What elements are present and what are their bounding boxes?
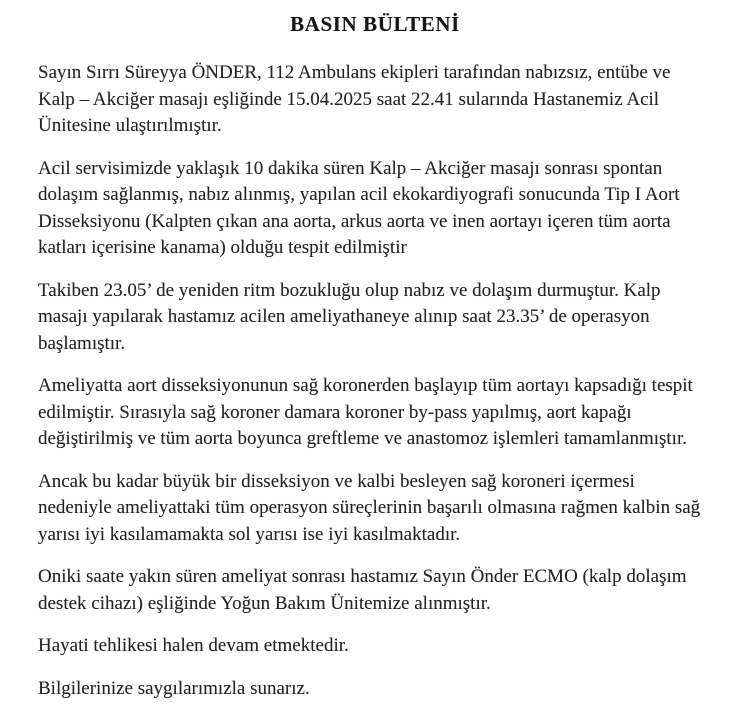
paragraph-emergency-diagnosis: Acil servisimizde yaklaşık 10 dakika süren Kalp – Akciğer masajı sonrası spontan dolaşım sağlanmış, nabız alınmış, yapılan acil ekokardiyografi sonucunda Tip I Aort Disseksiyonu (Kalpten çıkan ana aorta, arkus aorta ve inen aortayı içeren tüm aorta katları içerisine kanama) olduğu tespit edilmiştir [38,157,680,258]
paragraph-heart-condition: Ancak bu kadar büyük bir disseksiyon ve kalbi besleyen sağ koroneri içermesi nedeniyle ameliyattaki tüm operasyon süreçlerinin başarılı olmasına rağmen kalbin sağ yarısı iyi kasılamamakta sol yarısı ise iyi kasılmaktadır. [38,470,701,545]
paragraph-critical-status: Hayati tehlikesi halen devam etmektedir. [38,635,349,656]
paragraph-operation-start: Takiben 23.05’ de yeniden ritm bozukluğu olup nabız ve dolaşım durmuştur. Kalp masajı yapılarak hastamız acilen ameliyathaneye alınıp saat 23.35’ de operasyon başlamıştır. [38,279,661,354]
paragraph-arrival: Sayın Sırrı Süreyya ÖNDER, 112 Ambulans ekipleri tarafından nabızsız, entübe ve Kalp – Akciğer masajı eşliğinde 15.04.2025 saat 22.41 sularında Hastanemiz Acil Ünitesine ulaştırılmıştır. [38,62,671,136]
paragraph-surgery-details: Ameliyatta aort disseksiyonunun sağ koronerden başlayıp tüm aortayı kapsadığı tespit edilmiştir. Sırasıyla sağ koroner damara koroner by-pass yapılmış, aort kapağı değiştirilmiş ve tüm aorta boyunca greftleme ve anastomoz işlemleri tamamlanmıştır. [38,375,693,449]
document-title: BASIN BÜLTENİ [290,12,460,36]
paragraph-closing: Bilgilerinize saygılarımızla sunarız. [38,677,310,699]
paragraph-icu-transfer: Oniki saate yakın süren ameliyat sonrası hastamız Sayın Önder ECMO (kalp dolaşım destek cihazı) eşliğinde Yoğun Bakım Ünitemize alınmıştır. [38,566,687,614]
